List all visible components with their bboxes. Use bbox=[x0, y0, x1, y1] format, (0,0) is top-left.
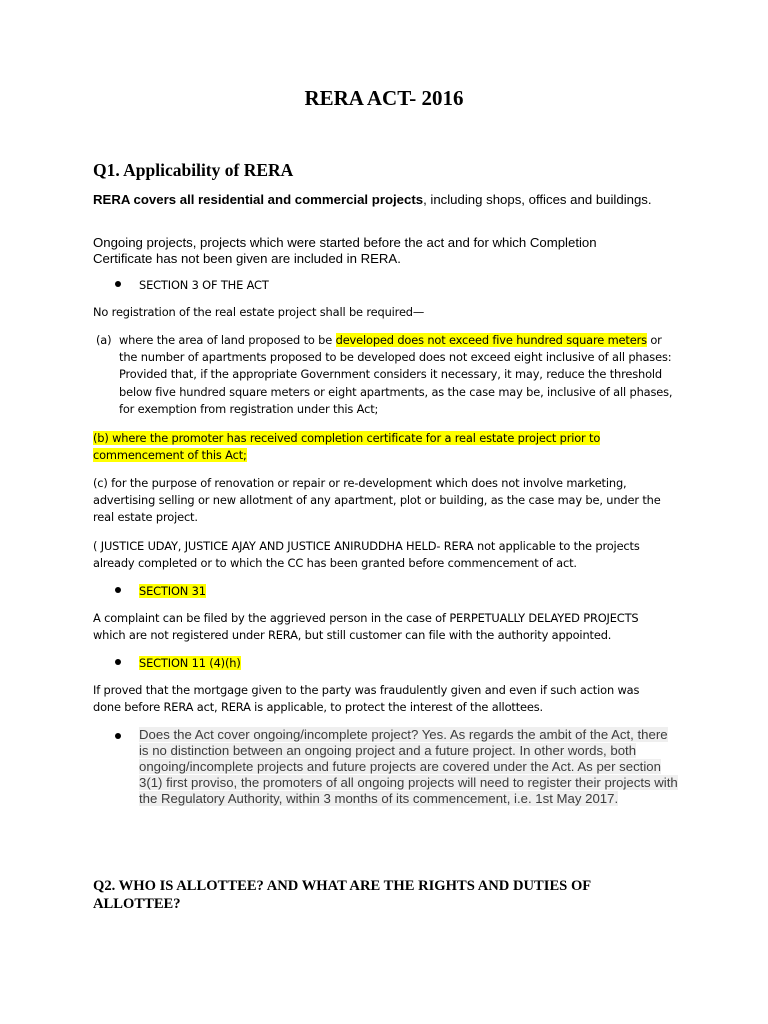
document-title: RERA ACT- 2016 bbox=[304, 86, 464, 110]
q1-heading: Q1. Applicability of RERA bbox=[93, 160, 294, 180]
section-31-highlight: SECTION 31 bbox=[139, 584, 206, 598]
no-registration-text: No registration of the real estate project shall be required— bbox=[93, 305, 425, 319]
clause-a-label: (a) bbox=[96, 333, 112, 347]
bullet-icon bbox=[115, 733, 123, 741]
clause-a-highlight: developed does not exceed five hundred square meters bbox=[335, 333, 647, 347]
para-ongoing-projects: Ongoing projects, projects which were started before the act and for which Completion Certificate has not been given are included in RERA. bbox=[93, 235, 597, 266]
justice-note: ( JUSTICE UDAY, JUSTICE AJAY AND JUSTICE ANIRUDDHA HELD- RERA not applicable to the projects already completed or to which the CC has been granted before commencement of act. bbox=[93, 539, 640, 571]
bullet-section-31 bbox=[139, 583, 206, 600]
para-rera-covers bbox=[93, 192, 678, 208]
bullet-section-11 bbox=[139, 655, 241, 672]
bullet-icon bbox=[115, 659, 123, 667]
clause-b-text bbox=[93, 430, 653, 464]
mortgage-para: If proved that the mortgage given to the party was fraudulently given and even if such action was done before RERA act, RERA is applicable, to protect the interest of the allottees. bbox=[93, 683, 640, 715]
clause-a-post: or the number of apartments proposed to be developed does not exceed eight inclusive of all phases: Provided that, if the appropriate Government considers it necessary, it may, reduce the threshold below five hundred square meters or eight apartments, as the case may be, inclusive of all phases, for exemption from registration under this Act; bbox=[119, 333, 673, 416]
clause-a-text bbox=[119, 332, 679, 418]
q2-heading: Q2. WHO IS ALLOTTEE? AND WHAT ARE THE RIGHTS AND DUTIES OF ALLOTTEE? bbox=[93, 878, 591, 912]
complaint-para: A complaint can be filed by the aggrieved person in the case of PERPETUALLY DELAYED PROJECTS which are not registered under RERA, but still customer can file with the authority appointed. bbox=[93, 611, 639, 643]
faq-quote-text: Does the Act cover ongoing/incomplete project? Yes. As regards the ambit of the Act, there is no distinction between an ongoing project and a future project. In other words, both ongoing/incomplete projects and future projects are covered under the Act. As per section 3(1) first proviso, the promoters of all ongoing projects will need to register their projects with the Regulatory Authority, within 3 months of its commencement, i.e. 1st May 2017. bbox=[139, 727, 678, 806]
section-11-highlight: SECTION 11 (4)(h) bbox=[139, 656, 241, 670]
para-rera-covers-rest: , including shops, offices and buildings. bbox=[423, 192, 652, 207]
bullet-section-3: SECTION 3 OF THE ACT bbox=[139, 278, 269, 292]
bullet-icon bbox=[115, 281, 123, 289]
clause-a-pre: where the area of land proposed to be bbox=[119, 333, 336, 347]
clause-b-highlight: (b) where the promoter has received completion certificate for a real estate project prior to commencement of this Act; bbox=[93, 431, 601, 463]
para-rera-covers-bold: RERA covers all residential and commercial projects bbox=[93, 192, 424, 207]
clause-c-text: (c) for the purpose of renovation or repair or re-development which does not involve marketing, advertising selling or new allotment of any apartment, plot or building, as the case may be, under the real estate project. bbox=[93, 476, 661, 525]
faq-quote bbox=[139, 727, 679, 807]
bullet-icon bbox=[115, 587, 123, 595]
